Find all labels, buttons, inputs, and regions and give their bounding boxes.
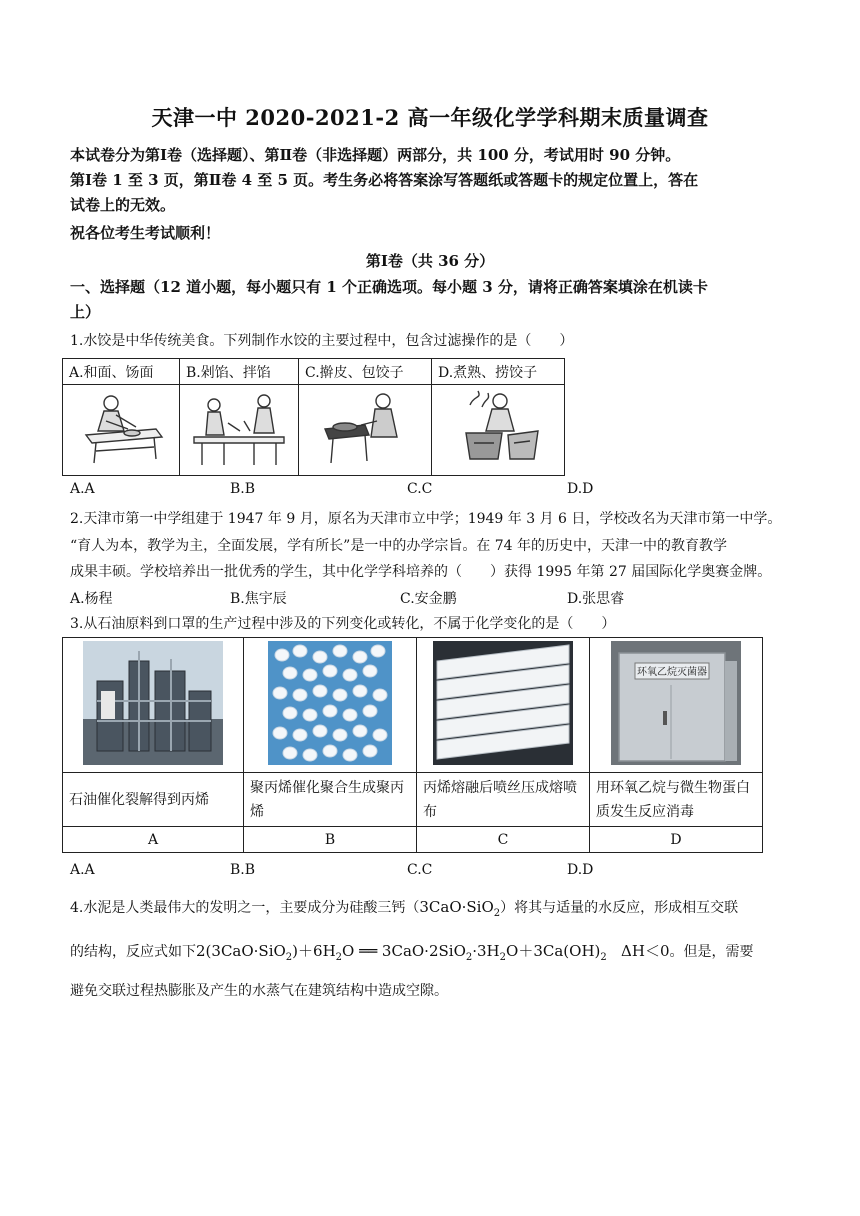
intro-line-2: 第Ⅰ卷 1 至 3 页，第Ⅱ卷 4 至 5 页。考生务必将答案涂写答题纸或答题卡的规定位置上，答在 bbox=[70, 171, 699, 189]
sterilizer-photo bbox=[611, 641, 741, 765]
q4-formula-c3s: 3CaO·SiO$_2$ bbox=[419, 898, 501, 919]
q1-illustration-d bbox=[432, 385, 565, 476]
q4-line-2-text-b: 。但是，需要 bbox=[669, 944, 754, 960]
q3-table bbox=[62, 637, 763, 853]
q1-stem: 1.水饺是中华传统美食。下列制作水饺的主要过程中，包含过滤操作的是（ ） bbox=[70, 333, 574, 349]
q3-answer-a[interactable]: A.A bbox=[70, 862, 95, 878]
q1-cell-a: A.和面、饧面 bbox=[63, 359, 180, 385]
q4-line-1-text-b: ）将其与适量的水反应，形成相互交联 bbox=[500, 900, 739, 916]
q3-photo-a bbox=[63, 638, 244, 773]
q4-reaction-equation: $2(3CaO\cdot SiO_2)+6H_2O$ ══ $3CaO\cdot 2SiO_2\cdot 3H_2O+3Ca(OH)_2$ ΔH＜0 bbox=[196, 942, 670, 963]
q3-desc-b: 聚丙烯催化聚合生成聚丙烯 bbox=[244, 773, 417, 827]
q1-cell-b: B.剁馅、拌馅 bbox=[180, 359, 299, 385]
refinery-photo bbox=[83, 641, 223, 765]
q3-answer-c[interactable]: C.C bbox=[407, 862, 433, 878]
intro-line-1: 本试卷分为第Ⅰ卷（选择题）、第Ⅱ卷（非选择题）两部分，共 100 分，考试用时 90 分钟。 bbox=[70, 146, 681, 164]
q1-answer-a[interactable]: A.A bbox=[70, 481, 95, 497]
q3-letter-b: B bbox=[244, 827, 417, 853]
boiling-dumplings-illustration bbox=[438, 385, 558, 471]
q2-answer-d[interactable]: D.张思睿 bbox=[567, 591, 625, 607]
q3-photo-d bbox=[590, 638, 763, 773]
part1-line-2: 上） bbox=[70, 303, 101, 321]
q3-desc-d: 用环氧乙烷与微生物蛋白质发生反应消毒 bbox=[590, 773, 763, 827]
q3-stem: 3.从石油原料到口罩的生产过程中涉及的下列变化或转化，不属于化学变化的是（ ） bbox=[70, 616, 616, 632]
q1-illustration-c bbox=[299, 385, 432, 476]
q3-letter-c: C bbox=[417, 827, 590, 853]
chopping-filling-illustration bbox=[184, 385, 294, 471]
q1-cell-d: D.煮熟、捞饺子 bbox=[432, 359, 565, 385]
q4-line-2 bbox=[70, 940, 796, 969]
section-title: 第Ⅰ卷（共 36 分） bbox=[365, 252, 495, 270]
q3-answer-options bbox=[70, 862, 796, 884]
q2-line-3: 成果丰硕。学校培养出一批优秀的学生，其中化学学科培养的（ ）获得 1995 年第 27 届国际化学奥赛金牌。 bbox=[70, 564, 772, 580]
rolling-wrappers-illustration bbox=[305, 385, 425, 471]
q4-line-1 bbox=[70, 896, 796, 925]
kneading-dough-illustration bbox=[66, 385, 176, 471]
exam-title: 天津一中 2020-2021-2 高一年级化学学科期末质量调查 bbox=[151, 105, 709, 130]
q3-desc-a: 石油催化裂解得到丙烯 bbox=[63, 773, 244, 827]
q1-cell-c: C.擀皮、包饺子 bbox=[299, 359, 432, 385]
meltblown-fabric-photo bbox=[433, 641, 573, 765]
q3-desc-c: 丙烯熔融后喷丝压成熔喷布 bbox=[417, 773, 590, 827]
sterilizer-sign-text: 环氧乙烷灭菌器 bbox=[637, 667, 707, 678]
q2-line-2: “育人为本，教学为主，全面发展，学有所长”是一中的办学宗旨。在 74 年的历史中，天津一中的教育教学 bbox=[70, 538, 728, 554]
intro-line-4: 祝各位考生考试顺利！ bbox=[70, 224, 221, 242]
polypropylene-pellets-photo bbox=[268, 641, 392, 765]
q2-answer-b[interactable]: B.焦宇辰 bbox=[230, 591, 287, 607]
q1-answer-d[interactable]: D.D bbox=[567, 481, 594, 497]
q3-photo-c bbox=[417, 638, 590, 773]
q4-line-1-text-a: 4.水泥是人类最伟大的发明之一，主要成分为硅酸三钙（ bbox=[70, 900, 420, 916]
q4-line-3: 避免交联过程热膨胀及产生的水蒸气在建筑结构中造成空隙。 bbox=[70, 983, 448, 999]
q3-answer-d[interactable]: D.D bbox=[567, 862, 594, 878]
q4-line-2-text-a: 的结构，反应式如下 bbox=[70, 944, 196, 960]
q3-answer-b[interactable]: B.B bbox=[230, 862, 256, 878]
q2-answer-a[interactable]: A.杨程 bbox=[70, 591, 113, 607]
intro-line-3: 试卷上的无效。 bbox=[70, 196, 176, 214]
q1-answer-options bbox=[70, 481, 796, 503]
q2-answer-c[interactable]: C.安金鹏 bbox=[400, 591, 457, 607]
q3-photo-b bbox=[244, 638, 417, 773]
q1-answer-c[interactable]: C.C bbox=[407, 481, 433, 497]
q2-line-1: 2.天津市第一中学组建于 1947 年 9 月，原名为天津市立中学；1949 年 3 月 6 日，学校改名为天津市第一中学。 bbox=[70, 511, 782, 527]
q1-table bbox=[62, 358, 565, 476]
q1-illustration-a bbox=[63, 385, 180, 476]
q3-letter-a: A bbox=[63, 827, 244, 853]
q1-illustration-b bbox=[180, 385, 299, 476]
q1-answer-b[interactable]: B.B bbox=[230, 481, 256, 497]
part1-line-1: 一、选择题（12 道小题，每小题只有 1 个正确选项。每小题 3 分，请将正确答案填涂在机读卡 bbox=[70, 278, 708, 296]
q3-letter-d: D bbox=[590, 827, 763, 853]
q2-answer-options bbox=[70, 588, 796, 610]
